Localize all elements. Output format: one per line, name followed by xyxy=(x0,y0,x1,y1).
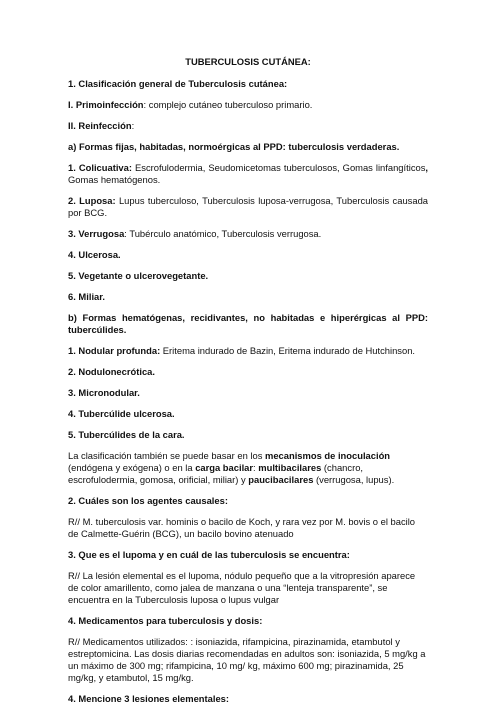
question-2-heading: 2. Cuáles son los agentes causales: xyxy=(68,495,228,506)
subsection-a-heading: a) Formas fijas, habitadas, normoérgicas al PPD: tuberculosis verdaderas. xyxy=(68,141,400,152)
item-a5: 5. Vegetante o ulcerovegetante. xyxy=(68,270,209,281)
item-a2: 2. Luposa: Lupus tuberculoso, Tuberculosis luposa-verrugosa, Tuberculosis causada por BCG. xyxy=(68,195,428,218)
reinfeccion-label: II. Reinfección xyxy=(68,120,132,131)
question-4-answer: R// Medicamentos utilizados: : isoniazida, rifampicina, pirazinamida, etambutol y estreptomicina. Las dosis diarias recomendadas en adultos son: isoniazida, 5 mg/kg a un máximo de 300 mg; rifampicina, 10 mg/ kg, máximo 600 mg; pirazinamida, 25 mg/kg, y etambutol, 15 mg/kg. xyxy=(68,636,426,683)
item-a4: 4. Ulcerosa. xyxy=(68,249,121,260)
primoinfeccion-paragraph: I. Primoinfección: complejo cutáneo tuberculoso primario. xyxy=(68,99,313,110)
section-1-heading: 1. Clasificación general de Tuberculosis cutánea: xyxy=(68,78,288,89)
question-4-heading: 4. Medicamentos para tuberculosis y dosis: xyxy=(68,615,263,626)
item-b1: 1. Nodular profunda: Eritema indurado de Bazin, Eritema indurado de Hutchinson. xyxy=(68,345,416,356)
question-5-heading: 4. Mencione 3 lesiones elementales: xyxy=(68,693,230,704)
item-a6: 6. Miliar. xyxy=(68,291,105,302)
question-2-answer: R// M. tuberculosis var. hominis o bacilo de Koch, y rara vez por M. bovis o el bacilo de Calmette-Guérin (BCG), un bacilo bovino atenuado xyxy=(68,516,416,539)
item-a1: 1. Colicuativa: Escrofulodermia, Seudomicetomas tuberculosos, Gomas linfangíticos, Gomas hematógenos. xyxy=(68,162,429,185)
question-3-heading: 3. Que es el lupoma y en cuál de las tuberculosis se encuentra: xyxy=(68,549,350,560)
reinfeccion-paragraph: II. Reinfección: xyxy=(68,120,135,131)
item-a3: 3. Verrugosa: Tubérculo anatómico, Tuberculosis verrugosa. xyxy=(68,228,322,239)
item-b3: 3. Micronodular. xyxy=(68,387,140,398)
item-b2: 2. Nodulonecrótica. xyxy=(68,366,155,377)
subsection-b-heading: b) Formas hematógenas, recidivantes, no habitadas e hiperérgicas al PPD: tubercúlides. xyxy=(68,312,428,335)
classification-paragraph: La clasificación también se puede basar en los mecanismos de inoculación (endógena y exógena) o en la carga bacilar: multibacilares (chancro, escrofulodermia, gomosa, orificial, miliar) y paucibacilares (verrugosa, lupus). xyxy=(68,450,395,485)
question-3-answer: R// La lesión elemental es el lupoma, nódulo pequeño que a la vitropresión aparece de color amarillento, como jalea de manzana o una “lenteja transparente”, se encuentra en la Tuberculosis luposa o lupus vulgar xyxy=(68,570,416,605)
item-b5: 5. Tubercúlides de la cara. xyxy=(68,429,185,440)
document-title: TUBERCULOSIS CUTÁNEA: xyxy=(185,56,311,67)
item-b4: 4. Tubercúlide ulcerosa. xyxy=(68,408,175,419)
primoinfeccion-label: I. Primoinfección xyxy=(68,99,144,110)
